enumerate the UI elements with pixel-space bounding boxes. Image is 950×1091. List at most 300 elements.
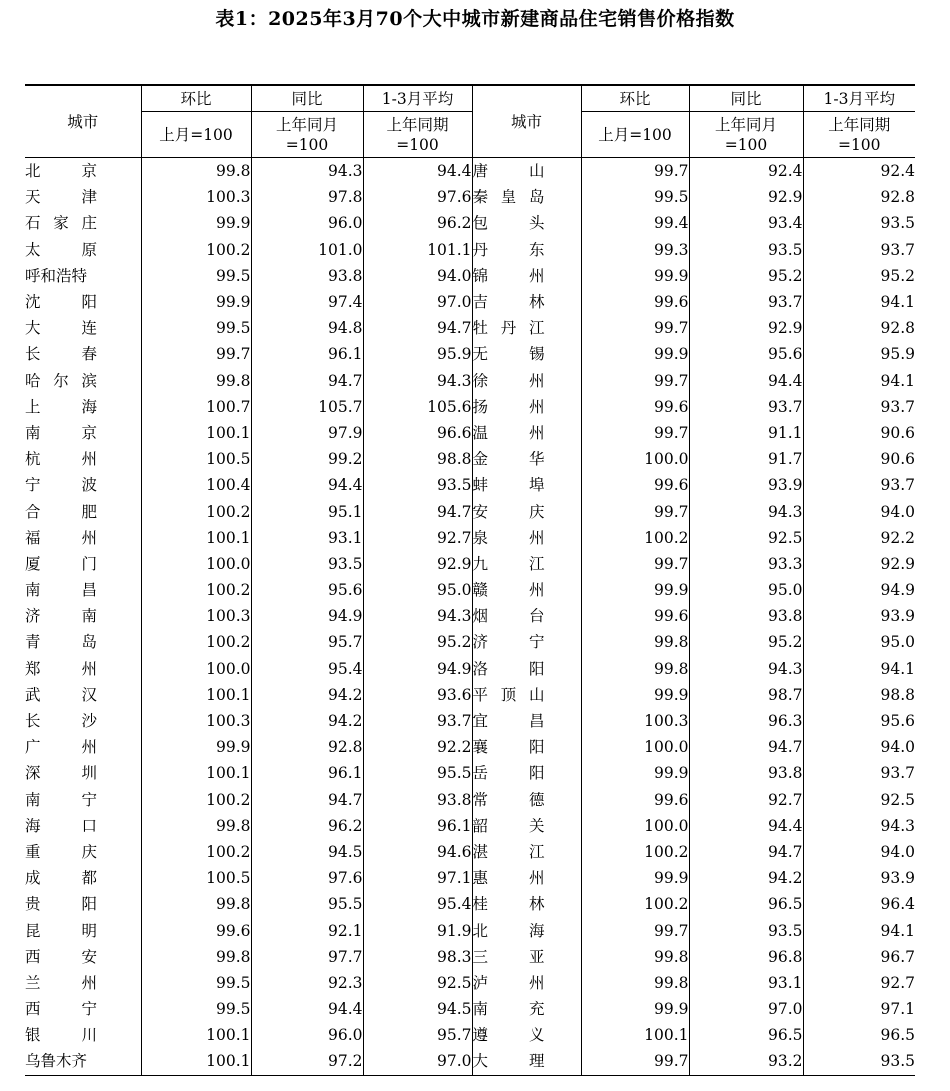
- index-mom: 99.8: [581, 629, 689, 655]
- index-avg: 94.9: [363, 656, 472, 682]
- city-name: 南昌: [25, 581, 97, 600]
- city-name: 大理: [472, 1048, 581, 1075]
- index-yoy: 91.7: [689, 446, 803, 472]
- index-mom: 99.5: [141, 996, 251, 1022]
- city-name: 南京: [25, 423, 97, 442]
- index-yoy: 96.8: [689, 944, 803, 970]
- index-avg: 93.7: [803, 394, 915, 420]
- index-avg: 94.1: [803, 368, 915, 394]
- index-yoy: 94.2: [251, 682, 363, 708]
- price-index-table: [25, 84, 915, 1076]
- index-avg: 96.6: [363, 420, 472, 446]
- index-mom: 100.2: [141, 839, 251, 865]
- index-yoy: 93.5: [689, 917, 803, 943]
- index-yoy: 92.4: [689, 158, 803, 185]
- city-name: 无锡: [472, 341, 581, 367]
- index-avg: 91.9: [363, 917, 472, 943]
- city-name: 金华: [472, 446, 581, 472]
- index-mom: 100.2: [141, 629, 251, 655]
- city-name: 北海: [472, 917, 581, 943]
- city-name: 襄阳: [472, 734, 581, 760]
- index-avg: 97.6: [363, 184, 472, 210]
- table-row: [25, 891, 915, 917]
- city-name: 西安: [25, 947, 97, 966]
- city-name: 洛阳: [472, 656, 581, 682]
- index-avg: 94.3: [363, 368, 472, 394]
- index-yoy: 92.9: [689, 315, 803, 341]
- index-avg: 94.1: [803, 656, 915, 682]
- table-body: [25, 158, 915, 1076]
- index-yoy: 94.7: [689, 839, 803, 865]
- index-yoy: 99.2: [251, 446, 363, 472]
- city-name: 锦州: [472, 263, 581, 289]
- header-yoy-base: 上年同月=100: [689, 112, 803, 158]
- index-mom: 99.7: [141, 341, 251, 367]
- city-name: 北京: [25, 158, 141, 185]
- city-name: 沈阳: [25, 293, 97, 312]
- index-yoy: 95.7: [251, 629, 363, 655]
- index-avg: 101.1: [363, 237, 472, 263]
- index-mom: 99.7: [581, 420, 689, 446]
- index-yoy: 93.2: [689, 1048, 803, 1075]
- index-mom: 99.6: [581, 472, 689, 498]
- header-avg-base: 上年同期=100: [363, 112, 472, 158]
- index-mom: 100.0: [581, 813, 689, 839]
- city-name: 济宁: [472, 629, 581, 655]
- table-row: [25, 629, 915, 655]
- index-avg: 93.5: [803, 1048, 915, 1075]
- index-avg: 95.4: [363, 891, 472, 917]
- index-avg: 97.0: [363, 1048, 472, 1075]
- index-mom: 99.9: [581, 341, 689, 367]
- city-name: 银川: [25, 1026, 97, 1045]
- index-yoy: 96.1: [251, 341, 363, 367]
- index-mom: 100.0: [581, 734, 689, 760]
- index-avg: 92.2: [363, 734, 472, 760]
- index-avg: 98.3: [363, 944, 472, 970]
- index-avg: 94.4: [363, 158, 472, 185]
- table-row: [25, 289, 915, 315]
- index-yoy: 94.7: [251, 787, 363, 813]
- index-avg: 92.5: [803, 787, 915, 813]
- index-avg: 94.0: [363, 263, 472, 289]
- index-avg: 95.2: [803, 263, 915, 289]
- index-mom: 100.1: [141, 1022, 251, 1048]
- table-row: [25, 917, 915, 943]
- table-row: [25, 603, 915, 629]
- index-avg: 93.7: [803, 760, 915, 786]
- index-avg: 95.0: [363, 577, 472, 603]
- index-yoy: 95.2: [689, 263, 803, 289]
- index-yoy: 95.4: [251, 656, 363, 682]
- index-yoy: 97.7: [251, 944, 363, 970]
- index-mom: 100.2: [141, 498, 251, 524]
- index-avg: 93.5: [803, 210, 915, 236]
- index-mom: 100.0: [141, 656, 251, 682]
- index-mom: 99.5: [141, 970, 251, 996]
- city-name: 呼和浩特: [25, 266, 88, 285]
- index-mom: 100.2: [141, 577, 251, 603]
- city-name: 蚌埠: [472, 472, 581, 498]
- index-yoy: 94.4: [251, 996, 363, 1022]
- index-avg: 94.7: [363, 498, 472, 524]
- city-name: 扬州: [472, 394, 581, 420]
- city-name: 长沙: [25, 712, 97, 731]
- table-row: [25, 734, 915, 760]
- table-row: [25, 970, 915, 996]
- table-row: [25, 656, 915, 682]
- index-avg: 93.5: [363, 472, 472, 498]
- index-mom: 99.7: [581, 158, 689, 185]
- table-row: [25, 708, 915, 734]
- index-yoy: 97.6: [251, 865, 363, 891]
- header-avg: 1-3月平均: [363, 85, 472, 112]
- index-avg: 94.5: [363, 996, 472, 1022]
- index-avg: 94.6: [363, 839, 472, 865]
- index-mom: 99.8: [581, 944, 689, 970]
- index-mom: 99.9: [581, 682, 689, 708]
- index-avg: 94.1: [803, 917, 915, 943]
- index-yoy: 92.3: [251, 970, 363, 996]
- table-row: [25, 472, 915, 498]
- table-row: [25, 184, 915, 210]
- index-mom: 99.8: [141, 368, 251, 394]
- index-avg: 92.7: [363, 525, 472, 551]
- city-name: 太原: [25, 240, 97, 259]
- city-name: 遵义: [472, 1022, 581, 1048]
- index-yoy: 92.5: [689, 525, 803, 551]
- city-name: 杭州: [25, 450, 97, 469]
- header-yoy-base: 上年同月=100: [251, 112, 363, 158]
- city-name: 温州: [472, 420, 581, 446]
- city-name: 三亚: [472, 944, 581, 970]
- index-yoy: 93.8: [689, 603, 803, 629]
- table-row: [25, 577, 915, 603]
- city-name: 上海: [25, 397, 97, 416]
- index-mom: 99.5: [581, 184, 689, 210]
- index-yoy: 95.0: [689, 577, 803, 603]
- city-name: 徐州: [472, 368, 581, 394]
- index-avg: 94.0: [803, 839, 915, 865]
- table-row: [25, 1022, 915, 1048]
- city-name: 郑州: [25, 659, 97, 678]
- table-row: [25, 368, 915, 394]
- index-avg: 92.8: [803, 184, 915, 210]
- city-name: 牡丹江: [472, 315, 581, 341]
- table-row: [25, 682, 915, 708]
- index-mom: 100.3: [141, 603, 251, 629]
- index-mom: 99.9: [141, 734, 251, 760]
- index-avg: 94.7: [363, 315, 472, 341]
- city-name: 宜昌: [472, 708, 581, 734]
- index-yoy: 105.7: [251, 394, 363, 420]
- city-name: 海口: [25, 816, 97, 835]
- header-mom-base: 上月=100: [581, 112, 689, 158]
- index-yoy: 94.5: [251, 839, 363, 865]
- index-mom: 99.4: [581, 210, 689, 236]
- index-mom: 99.9: [581, 263, 689, 289]
- index-avg: 93.7: [803, 237, 915, 263]
- index-mom: 99.8: [141, 813, 251, 839]
- city-name: 赣州: [472, 577, 581, 603]
- table-row: [25, 315, 915, 341]
- city-name: 平顶山: [472, 682, 581, 708]
- header-yoy: 同比: [689, 85, 803, 112]
- index-avg: 92.8: [803, 315, 915, 341]
- index-avg: 92.4: [803, 158, 915, 185]
- index-yoy: 95.5: [251, 891, 363, 917]
- city-name: 九江: [472, 551, 581, 577]
- index-yoy: 92.9: [689, 184, 803, 210]
- index-avg: 95.6: [803, 708, 915, 734]
- header-avg-base: 上年同期=100: [803, 112, 915, 158]
- index-yoy: 94.2: [689, 865, 803, 891]
- index-avg: 92.9: [803, 551, 915, 577]
- index-yoy: 91.1: [689, 420, 803, 446]
- city-name: 兰州: [25, 973, 97, 992]
- city-name: 烟台: [472, 603, 581, 629]
- city-name: 合肥: [25, 502, 97, 521]
- table-row: [25, 420, 915, 446]
- table-row: [25, 210, 915, 236]
- index-avg: 92.7: [803, 970, 915, 996]
- index-mom: 99.6: [581, 787, 689, 813]
- index-yoy: 94.4: [251, 472, 363, 498]
- city-name: 厦门: [25, 554, 97, 573]
- index-mom: 99.7: [581, 1048, 689, 1075]
- index-yoy: 96.5: [689, 891, 803, 917]
- index-mom: 100.2: [141, 237, 251, 263]
- city-name: 贵阳: [25, 895, 97, 914]
- table-row: [25, 996, 915, 1022]
- header-avg: 1-3月平均: [803, 85, 915, 112]
- city-name: 成都: [25, 869, 97, 888]
- index-yoy: 94.9: [251, 603, 363, 629]
- index-yoy: 96.2: [251, 813, 363, 839]
- city-name: 青岛: [25, 633, 97, 652]
- index-avg: 97.0: [363, 289, 472, 315]
- city-name: 丹东: [472, 237, 581, 263]
- index-yoy: 93.4: [689, 210, 803, 236]
- table-row: [25, 394, 915, 420]
- index-mom: 99.6: [581, 603, 689, 629]
- index-yoy: 93.8: [251, 263, 363, 289]
- city-name: 湛江: [472, 839, 581, 865]
- index-mom: 99.7: [581, 368, 689, 394]
- index-yoy: 94.3: [251, 158, 363, 185]
- index-avg: 94.9: [803, 577, 915, 603]
- index-yoy: 95.6: [689, 341, 803, 367]
- index-yoy: 94.4: [689, 813, 803, 839]
- index-mom: 99.8: [581, 970, 689, 996]
- city-name: 大连: [25, 319, 97, 338]
- header-mom: 环比: [581, 85, 689, 112]
- index-yoy: 92.1: [251, 917, 363, 943]
- index-yoy: 96.0: [251, 210, 363, 236]
- index-mom: 99.7: [581, 917, 689, 943]
- index-avg: 90.6: [803, 420, 915, 446]
- index-yoy: 95.6: [251, 577, 363, 603]
- index-yoy: 94.7: [251, 368, 363, 394]
- table-row: [25, 839, 915, 865]
- index-avg: 96.5: [803, 1022, 915, 1048]
- table-row: [25, 341, 915, 367]
- index-yoy: 96.5: [689, 1022, 803, 1048]
- index-yoy: 93.1: [689, 970, 803, 996]
- index-avg: 94.3: [363, 603, 472, 629]
- city-name: 韶关: [472, 813, 581, 839]
- index-yoy: 94.3: [689, 656, 803, 682]
- index-avg: 97.1: [803, 996, 915, 1022]
- index-yoy: 97.2: [251, 1048, 363, 1075]
- table-row: [25, 944, 915, 970]
- index-avg: 94.1: [803, 289, 915, 315]
- index-mom: 99.6: [141, 917, 251, 943]
- index-avg: 95.5: [363, 760, 472, 786]
- city-name: 乌鲁木齐: [25, 1048, 141, 1075]
- index-avg: 95.9: [803, 341, 915, 367]
- index-yoy: 101.0: [251, 237, 363, 263]
- city-name: 济南: [25, 607, 97, 626]
- city-name: 惠州: [472, 865, 581, 891]
- city-name: 天津: [25, 188, 97, 207]
- city-name: 包头: [472, 210, 581, 236]
- index-mom: 100.2: [141, 787, 251, 813]
- index-mom: 99.9: [581, 865, 689, 891]
- index-mom: 99.7: [581, 551, 689, 577]
- index-yoy: 95.2: [689, 629, 803, 655]
- city-name: 重庆: [25, 842, 97, 861]
- index-yoy: 98.7: [689, 682, 803, 708]
- index-avg: 93.7: [363, 708, 472, 734]
- city-name: 桂林: [472, 891, 581, 917]
- index-mom: 100.1: [581, 1022, 689, 1048]
- index-mom: 99.9: [141, 210, 251, 236]
- city-name: 南充: [472, 996, 581, 1022]
- index-yoy: 97.4: [251, 289, 363, 315]
- header-mom-base: 上月=100: [141, 112, 251, 158]
- index-mom: 99.5: [141, 263, 251, 289]
- city-name: 南宁: [25, 790, 97, 809]
- index-avg: 96.1: [363, 813, 472, 839]
- index-yoy: 93.9: [689, 472, 803, 498]
- index-avg: 98.8: [803, 682, 915, 708]
- table-row: [25, 1048, 915, 1075]
- index-yoy: 97.0: [689, 996, 803, 1022]
- index-avg: 90.6: [803, 446, 915, 472]
- table-row: [25, 787, 915, 813]
- index-mom: 100.5: [141, 446, 251, 472]
- city-name: 广州: [25, 738, 97, 757]
- index-mom: 100.1: [141, 682, 251, 708]
- index-avg: 92.2: [803, 525, 915, 551]
- index-mom: 100.3: [581, 708, 689, 734]
- city-name: 深圳: [25, 764, 97, 783]
- index-mom: 99.7: [581, 498, 689, 524]
- index-avg: 94.3: [803, 813, 915, 839]
- index-yoy: 93.7: [689, 394, 803, 420]
- index-avg: 95.7: [363, 1022, 472, 1048]
- index-avg: 96.7: [803, 944, 915, 970]
- city-name: 唐山: [472, 158, 581, 185]
- index-mom: 99.8: [141, 891, 251, 917]
- index-mom: 100.5: [141, 865, 251, 891]
- index-yoy: 94.3: [689, 498, 803, 524]
- index-yoy: 93.1: [251, 525, 363, 551]
- table-row: [25, 446, 915, 472]
- index-yoy: 97.9: [251, 420, 363, 446]
- city-name: 宁波: [25, 476, 97, 495]
- table-row: [25, 158, 915, 185]
- city-name: 福州: [25, 528, 97, 547]
- index-avg: 92.5: [363, 970, 472, 996]
- table-row: [25, 263, 915, 289]
- index-mom: 100.1: [141, 420, 251, 446]
- index-avg: 95.9: [363, 341, 472, 367]
- index-yoy: 93.8: [689, 760, 803, 786]
- index-avg: 93.7: [803, 472, 915, 498]
- city-name: 常德: [472, 787, 581, 813]
- index-yoy: 95.1: [251, 498, 363, 524]
- table-row: [25, 813, 915, 839]
- table-row: [25, 525, 915, 551]
- table-row: [25, 498, 915, 524]
- index-mom: 99.9: [581, 577, 689, 603]
- index-avg: 93.9: [803, 865, 915, 891]
- index-mom: 100.1: [141, 760, 251, 786]
- index-mom: 99.8: [581, 656, 689, 682]
- index-avg: 93.6: [363, 682, 472, 708]
- header-mom: 环比: [141, 85, 251, 112]
- index-avg: 95.2: [363, 629, 472, 655]
- index-mom: 100.7: [141, 394, 251, 420]
- index-yoy: 93.5: [689, 237, 803, 263]
- index-avg: 93.9: [803, 603, 915, 629]
- header-yoy: 同比: [251, 85, 363, 112]
- index-avg: 92.9: [363, 551, 472, 577]
- table-row: [25, 760, 915, 786]
- city-name: 石家庄: [25, 214, 97, 233]
- index-mom: 99.5: [141, 315, 251, 341]
- city-name: 安庆: [472, 498, 581, 524]
- index-mom: 100.2: [581, 525, 689, 551]
- table-row: [25, 551, 915, 577]
- index-yoy: 96.0: [251, 1022, 363, 1048]
- city-name: 长春: [25, 345, 97, 364]
- city-name: 秦皇岛: [472, 184, 581, 210]
- index-yoy: 92.8: [251, 734, 363, 760]
- header-city: 城市: [25, 85, 141, 158]
- index-mom: 99.7: [581, 315, 689, 341]
- index-mom: 99.3: [581, 237, 689, 263]
- index-avg: 94.0: [803, 734, 915, 760]
- index-mom: 100.1: [141, 525, 251, 551]
- index-mom: 99.6: [581, 289, 689, 315]
- index-mom: 100.0: [581, 446, 689, 472]
- city-name: 西宁: [25, 1000, 97, 1019]
- index-mom: 99.8: [141, 158, 251, 185]
- index-mom: 100.1: [141, 1048, 251, 1075]
- index-mom: 99.8: [141, 944, 251, 970]
- index-yoy: 92.7: [689, 787, 803, 813]
- index-yoy: 93.7: [689, 289, 803, 315]
- index-mom: 99.9: [141, 289, 251, 315]
- city-name: 泉州: [472, 525, 581, 551]
- index-mom: 100.0: [141, 551, 251, 577]
- index-mom: 100.4: [141, 472, 251, 498]
- index-yoy: 94.8: [251, 315, 363, 341]
- index-avg: 97.1: [363, 865, 472, 891]
